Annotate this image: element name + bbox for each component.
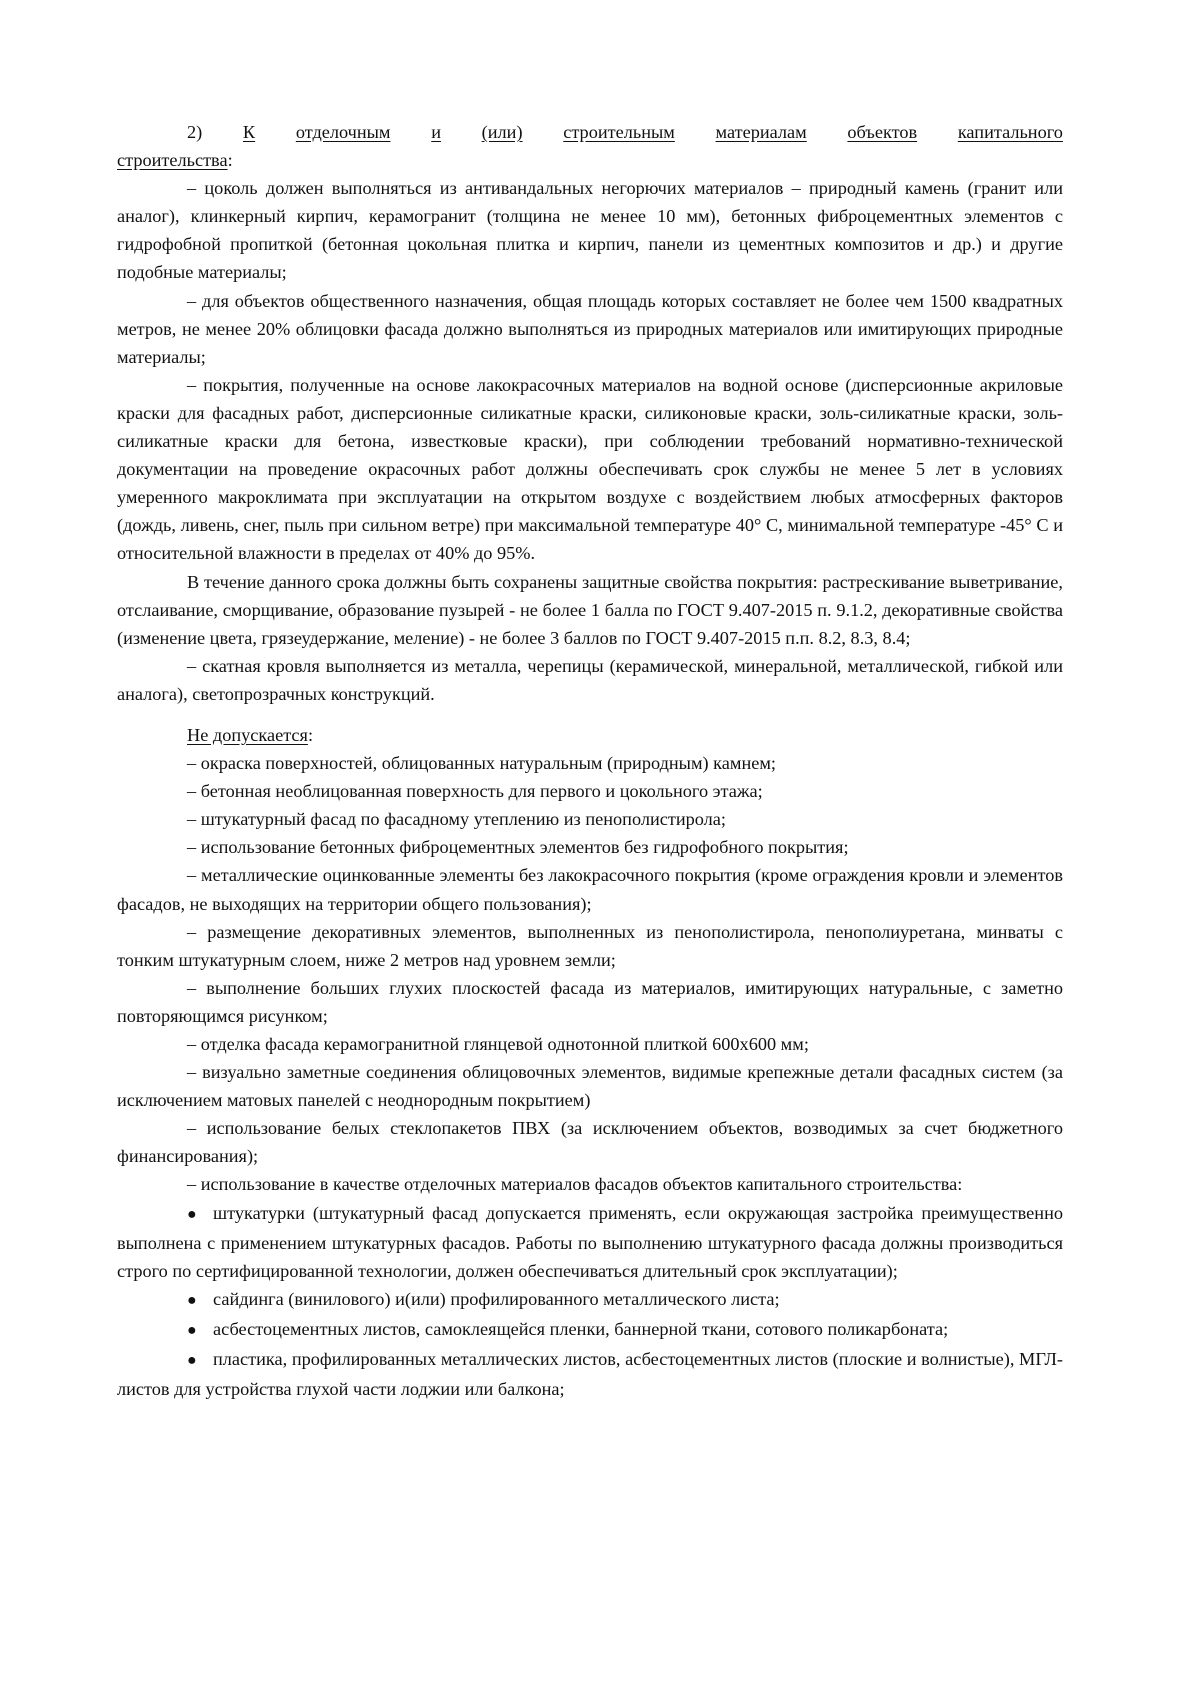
- prohibited-item: – штукатурный фасад по фасадному утеплению из пенополистирола;: [187, 809, 727, 830]
- prohibited-item: – отделка фасада керамогранитной глянцевой однотонной плиткой 600х600 мм;: [187, 1034, 809, 1054]
- prohibited-item: – металлические оцинкованные элементы без лакокрасочного покрытия (кроме ограждения кровли и элементов фасадов, не выходящих на территории общего пользования);: [117, 865, 1063, 914]
- prohibited-title: Не допускается:: [187, 724, 314, 745]
- prohibited-item: – использование белых стеклопакетов ПВХ (за исключением объектов, возводимых за счет бюджетного финансирования);: [117, 1118, 1063, 1167]
- section-heading-continuation: строительства:: [117, 150, 233, 171]
- prohibited-item: – использование бетонных фиброцементных элементов без гидрофобного покрытия;: [187, 837, 849, 858]
- prohibited-item: – бетонная необлицованная поверхность для первого и цокольного этажа;: [187, 781, 763, 802]
- document-page: [117, 118, 1063, 1403]
- bullet-icon: ●: [187, 1205, 197, 1223]
- heading-word: капитального: [957, 122, 1063, 142]
- heading-word: отделочным: [295, 122, 391, 142]
- prohibited-item: – окраска поверхностей, облицованных натуральным (природным) камнем;: [187, 753, 777, 774]
- heading-word: К: [242, 122, 256, 142]
- requirement-paragraph: – цоколь должен выполняться из антивандальных негорючих материалов – природный камень (гранит или аналог), клинкерный кирпич, керамогранит (толщина не менее 10 мм), бетонных фиброцементных элементов с гидрофобной пропиткой (бетонная цокольная плитка и кирпич, панели из цементных композитов и др.) и другие подобные материалы;: [117, 178, 1063, 283]
- requirement-paragraph: – покрытия, полученные на основе лакокрасочных материалов на водной основе (дисперсионные акриловые краски для фасадных работ, дисперсионные силикатные краски, силиконовые краски, золь-силикатные краски, золь-силикатные краски для бетона, известковые краски), при соблюдении требований нормативно-технической документации на проведение окрасочных работ должны обеспечивать срок службы не менее 5 лет в условиях умеренного макроклимата при эксплуатации на открытом воздухе с воздействием любых атмосферных факторов (дождь, ливень, снег, пыль при сильном ветре) при максимальной температуре 40° С, минимальной температуре -45° С и относительной влажности в пределах от 40% до 95%.: [117, 374, 1063, 564]
- bullet-icon: ●: [187, 1291, 197, 1309]
- heading-word: материалам: [715, 122, 807, 142]
- prohibited-item: – использование в качестве отделочных материалов фасадов объектов капитального строительства:: [187, 1174, 963, 1195]
- heading-word: строительным: [563, 122, 675, 142]
- section-number: 2): [187, 122, 203, 142]
- bullet-icon: ●: [187, 1321, 197, 1339]
- prohibited-item: – размещение декоративных элементов, выполненных из пенополистирола, пенополиуретана, минваты с тонким штукатурным слоем, ниже 2 метров над уровнем земли;: [117, 921, 1063, 970]
- bullet-icon: ●: [187, 1352, 197, 1370]
- bullet-item: ● штукатурки (штукатурный фасад допускается применять, если окружающая застройка преимущественно выполнена с применением штукатурных фасадов. Работы по выполнению штукатурного фасада должны производиться строго по сертифицированной технологии, должен обеспечиваться длительный срок эксплуатации);: [117, 1202, 1063, 1281]
- requirement-paragraph: В течение данного срока должны быть сохранены защитные свойства покрытия: растрескивание выветривание, отслаивание, сморщивание, образование пузырей - не более 1 балла по ГОСТ 9.407-2015 п. 9.1.2, декоративные свойства (изменение цвета, грязеудержание, меление) - не более 3 баллов по ГОСТ 9.407-2015 п.п. 8.2, 8.3, 8.4;: [117, 571, 1063, 648]
- bullet-item: ● асбестоцементных листов, самоклеящейся пленки, баннерной ткани, сотового поликарбоната;: [117, 1315, 1063, 1345]
- prohibited-item: – визуально заметные соединения облицовочных элементов, видимые крепежные детали фасадных систем (за исключением матовых панелей с неоднородным покрытием): [117, 1062, 1063, 1111]
- prohibited-item: – выполнение больших глухих плоскостей фасада из материалов, имитирующих натуральные, с заметно повторяющимся рисунком;: [117, 977, 1063, 1026]
- heading-word: и: [431, 122, 441, 142]
- heading-word: объектов: [847, 122, 918, 142]
- bullet-item: ● пластика, профилированных металлических листов, асбестоцементных листов (плоские и волнистые), МГЛ-листов для устройства глухой части лоджии или балкона;: [117, 1349, 1063, 1400]
- section-heading: [117, 118, 1063, 146]
- requirement-paragraph: – скатная кровля выполняется из металла, черепицы (керамической, минеральной, металлической, гибкой или аналога), светопрозрачных конструкций.: [117, 655, 1063, 704]
- bullet-item: ● сайдинга (винилового) и(или) профилированного металлического листа;: [117, 1285, 1063, 1315]
- heading-word: (или): [481, 122, 523, 142]
- spacer: [117, 708, 1063, 721]
- requirement-paragraph: – для объектов общественного назначения, общая площадь которых составляет не более чем 1500 квадратных метров, не менее 20% облицовки фасада должно выполняться из природных материалов или имитирующих природные материалы;: [117, 290, 1063, 367]
